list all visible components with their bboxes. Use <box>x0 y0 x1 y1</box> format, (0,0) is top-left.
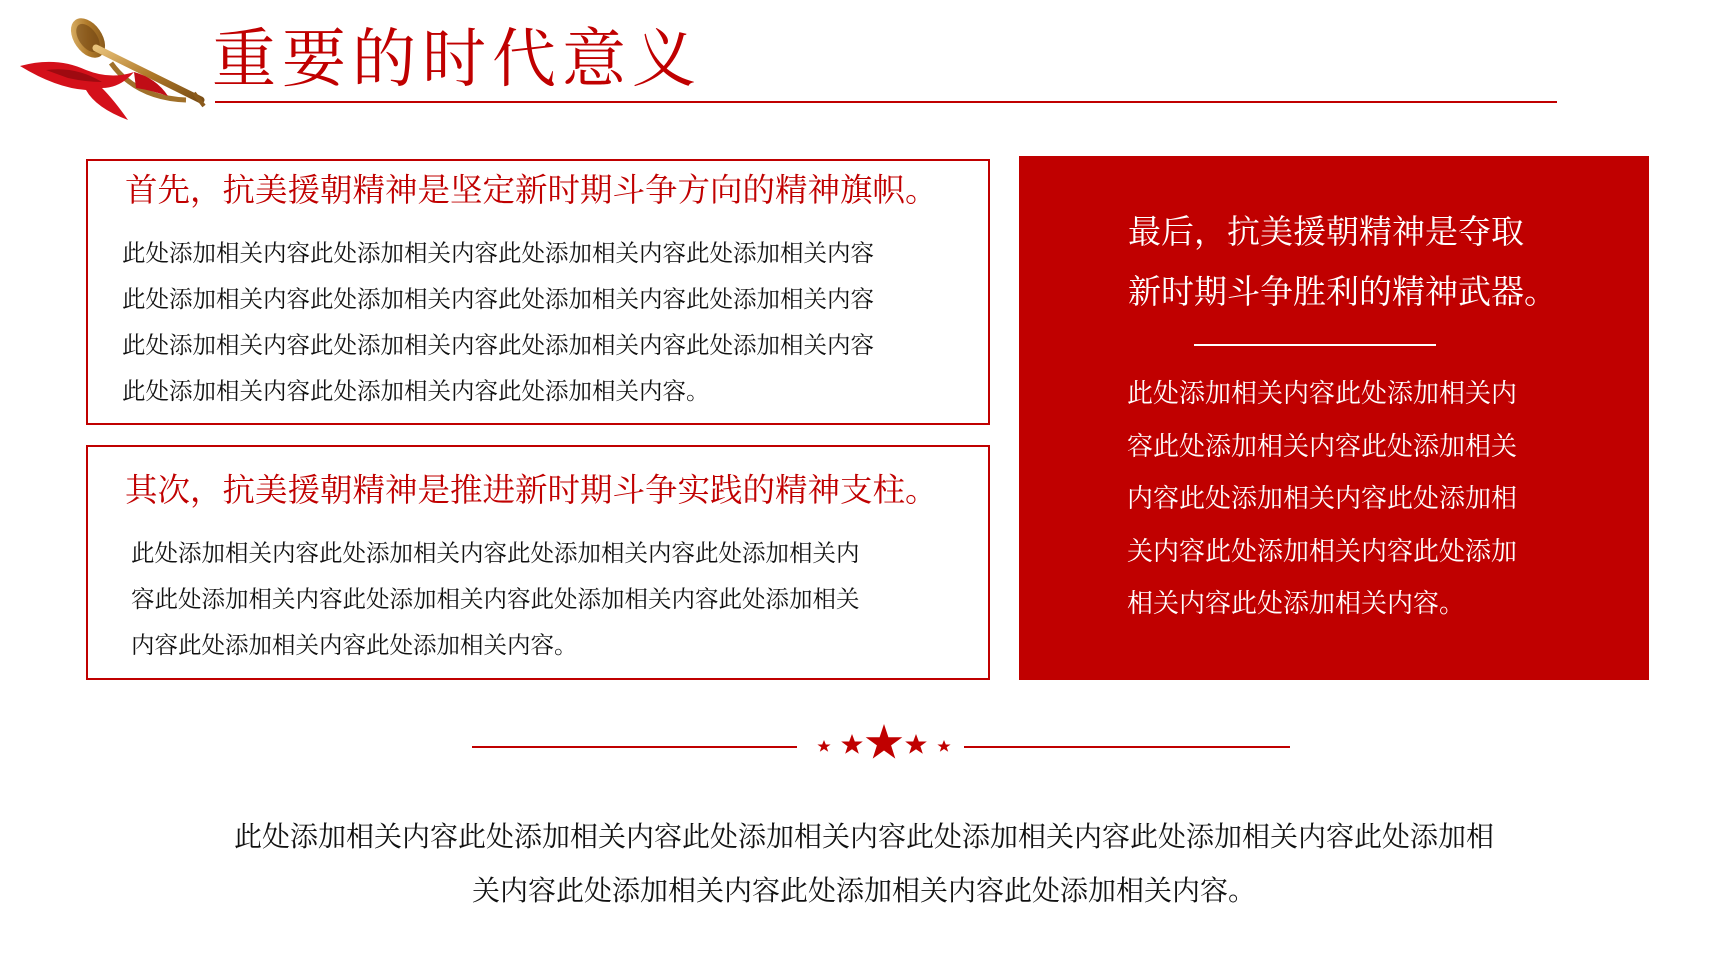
heading-line: 新时期斗争胜利的精神武器。 <box>1128 272 1557 311</box>
divider-line-left <box>472 746 797 748</box>
body-line: 此处添加相关内容此处添加相关内 <box>1127 379 1518 409</box>
title-underline <box>215 101 1557 103</box>
summary-line: 此处添加相关内容此处添加相关内容此处添加相关内容此处添加相关内容此处添加相关内容此处添加相 <box>233 820 1494 853</box>
second-point-heading: 其次，抗美援朝精神是推进新时期斗争实践的精神支柱。 <box>125 471 938 509</box>
summary-text <box>0 810 1728 918</box>
last-point-heading <box>1128 202 1557 322</box>
body-line: 关内容此处添加相关内容此处添加 <box>1127 536 1518 567</box>
summary-line: 关内容此处添加相关内容此处添加相关内容此处添加相关内容。 <box>471 874 1256 907</box>
body-line: 此处添加相关内容此处添加相关内容此处添加相关内容此处添加相关内 <box>131 539 860 567</box>
five-stars-icon <box>812 722 952 768</box>
body-line: 容此处添加相关内容此处添加相关 <box>1127 431 1518 462</box>
body-line: 内容此处添加相关内容此处添加相 <box>1127 484 1518 514</box>
body-line: 此处添加相关内容此处添加相关内容此处添加相关内容此处添加相关内容 <box>122 285 874 313</box>
body-line: 相关内容此处添加相关内容。 <box>1127 589 1466 619</box>
page-title: 重要的时代意义 <box>212 23 702 97</box>
panel-divider <box>1194 344 1436 346</box>
body-line: 此处添加相关内容此处添加相关内容此处添加相关内容此处添加相关内容 <box>122 239 874 267</box>
first-point-body <box>122 230 874 414</box>
heading-line: 最后，抗美援朝精神是夺取 <box>1128 212 1524 251</box>
body-line: 此处添加相关内容此处添加相关内容此处添加相关内容。 <box>122 377 710 405</box>
last-point-body <box>1127 368 1517 631</box>
trumpet-icon <box>16 8 206 126</box>
body-line: 容此处添加相关内容此处添加相关内容此处添加相关内容此处添加相关 <box>131 585 860 613</box>
second-point-body <box>131 530 860 668</box>
divider-line-right <box>964 746 1290 748</box>
body-line: 内容此处添加相关内容此处添加相关内容。 <box>131 631 578 659</box>
first-point-heading: 首先，抗美援朝精神是坚定新时期斗争方向的精神旗帜。 <box>125 171 938 209</box>
body-line: 此处添加相关内容此处添加相关内容此处添加相关内容此处添加相关内容 <box>122 331 874 359</box>
